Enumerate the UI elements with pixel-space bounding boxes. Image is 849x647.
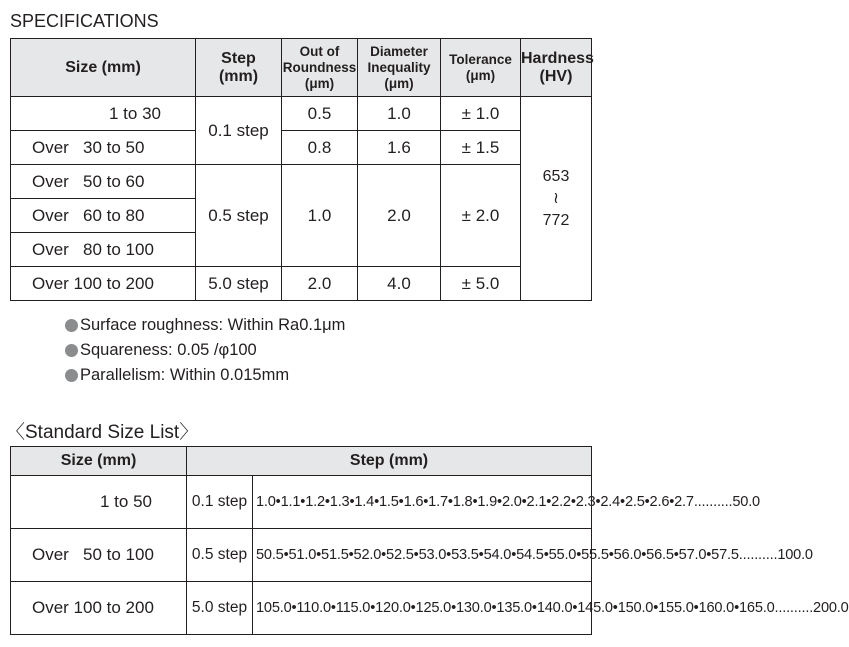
- tolerance-cell: ± 1.0: [441, 97, 521, 131]
- header-hardness: Hardness (HV): [521, 39, 592, 97]
- size-values-cell: 1.0•1.1•1.2•1.3•1.4•1.5•1.6•1.7•1.8•1.9•2.0•2.1•2.2•2.3•2.4•2.5•2.6•2.7..........50.0: [253, 476, 592, 529]
- table-row: [11, 529, 592, 582]
- note-item: Surface roughness: Within Ra0.1μm: [65, 313, 345, 338]
- step-cell: 0.1 step: [196, 97, 282, 165]
- table-row: [11, 476, 592, 529]
- hardness-cell: 653 ≀ 772: [521, 97, 592, 301]
- size-cell: Over 50 to 60: [11, 165, 196, 199]
- roundness-cell: 1.0: [282, 165, 358, 267]
- roundness-cell: 0.8: [282, 131, 358, 165]
- header-step: Step (mm): [187, 447, 592, 476]
- size-cell: Over 100 to 200: [11, 267, 196, 301]
- header-size: Size (mm): [11, 447, 187, 476]
- diameter-cell: 2.0: [358, 165, 441, 267]
- size-values-cell: 50.5•51.0•51.5•52.0•52.5•53.0•53.5•54.0•54.5•55.0•55.5•56.0•56.5•57.0•57.5..........100.0: [253, 529, 592, 582]
- notes-list: [65, 313, 345, 388]
- diameter-cell: 4.0: [358, 267, 441, 301]
- spec-title: SPECIFICATIONS: [10, 11, 159, 31]
- size-cell: Over 80 to 100: [11, 233, 196, 267]
- step-cell: 0.5 step: [187, 529, 253, 582]
- step-cell: 0.5 step: [196, 165, 282, 267]
- header-tolerance: Tolerance (μm): [441, 39, 521, 97]
- step-cell: 5.0 step: [196, 267, 282, 301]
- bullet-icon: [65, 319, 78, 332]
- bullet-icon: [65, 369, 78, 382]
- size-cell: Over 30 to 50: [11, 131, 196, 165]
- tolerance-cell: ± 5.0: [441, 267, 521, 301]
- size-values-cell: 105.0•110.0•115.0•120.0•125.0•130.0•135.0•140.0•145.0•150.0•155.0•160.0•165.0..........200.0: [253, 582, 592, 635]
- size-cell: Over 100 to 200: [11, 582, 187, 635]
- diameter-cell: 1.0: [358, 97, 441, 131]
- note-item: Parallelism: Within 0.015mm: [65, 363, 345, 388]
- tolerance-cell: ± 2.0: [441, 165, 521, 267]
- table-row: [11, 131, 592, 165]
- note-item: Squareness: 0.05 /φ100: [65, 338, 345, 363]
- table-row: [11, 165, 592, 199]
- tolerance-cell: ± 1.5: [441, 131, 521, 165]
- step-cell: 0.1 step: [187, 476, 253, 529]
- header-diameter: Diameter Inequality (μm): [358, 39, 441, 97]
- header-size: Size (mm): [11, 39, 196, 97]
- bullet-icon: [65, 344, 78, 357]
- roundness-cell: 0.5: [282, 97, 358, 131]
- roundness-cell: 2.0: [282, 267, 358, 301]
- size-list-title: 〈Standard Size List〉: [6, 422, 199, 443]
- size-cell: Over 50 to 100: [11, 529, 187, 582]
- size-cell: 1 to 50: [11, 476, 187, 529]
- size-cell: Over 60 to 80: [11, 199, 196, 233]
- step-cell: 5.0 step: [187, 582, 253, 635]
- table-row: [11, 582, 592, 635]
- standard-size-table: [10, 446, 849, 635]
- specifications-table: [10, 38, 592, 301]
- size-cell: 1 to 30: [11, 97, 196, 131]
- header-step: Step (mm): [196, 39, 282, 97]
- header-roundness: Out of Roundness (μm): [282, 39, 358, 97]
- table-row: [11, 267, 592, 301]
- table-row: [11, 97, 592, 131]
- diameter-cell: 1.6: [358, 131, 441, 165]
